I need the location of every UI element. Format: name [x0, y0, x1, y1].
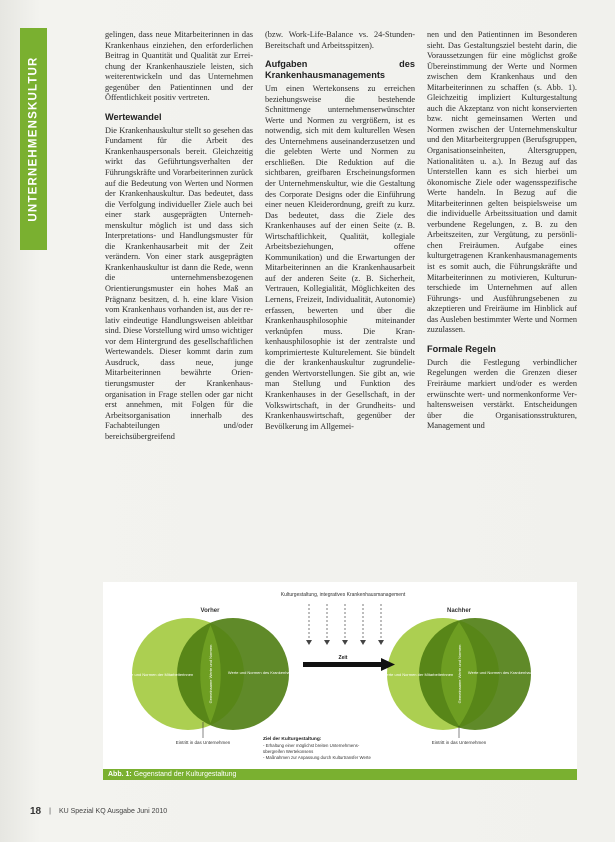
figure-caption — [103, 769, 577, 780]
section-sidebar-title: UNTERNEHMENSKULTUR — [27, 56, 40, 222]
left-employee-label: Werte und Normen der Mitarbeiterinnen — [122, 672, 194, 677]
caption-label: Abb. 1: — [108, 771, 132, 778]
time-arrow-shaft — [303, 662, 383, 667]
goal-line-3: - Maßnahmen zur Anpassung durch Kulturtransfer Werte — [263, 755, 371, 760]
before-label: Vorher — [200, 608, 220, 614]
text-column-2 — [265, 30, 415, 432]
top-note: Kulturgestaltung, integratives Krankenhausmanagement — [280, 592, 406, 598]
col1-body-paragraph: Die Krankenhauskultur stellt so gesehen das Fundament für die Arbeit des Krankenhauspersonals bereit. Gleichzeitig wirkt das Geführtungsverhalten der Führungskräfte und Vorarbeiterinnen zurück auf die Bedeutung von Werten und Normen der Krankenhauskultur. Das bedeutet, dass die Verfolgung individueller Ziele auch bei einer stark ausgeprägten Unternehmenskultur möglich ist und dass sich Interpretations- und Handlungsmuster für die Krankenhausarbeit mit der Zeit verändern. Von einer stark ausgeprägten Krankenhauskultur ist dann die Rede, wenn die unternehmensbezogenen Orientierungsmuster ein hohes Maß an Prägnanz besitzen, d. h. eine klare Vision vom Krankenhaus vorhanden ist, aus der relativ eindeutige Handlungsweisen ableitbar sind. Diese Vorstellung wird umso wichtiger vor dem Hintergrund des gesellschaftlichen Wertewandels. Dieser kommt darin zum Ausdruck, dass neue, junge Mitarbeiterinnen bewährte Orientierungsmuster der Krankenhausorganisation in Frage stellen oder gar nicht erst annehmen, mit Folgen für die Arbeitsorganisation innerhalb des Fachabteilungen und/oder bereichsübergreifend — [105, 125, 253, 441]
culture-diagram-svg — [103, 582, 577, 778]
arrowheads-down — [306, 640, 384, 645]
left-overlap-label: Gemeinsame Werte und Normen — [208, 644, 213, 704]
goal-line-1: - Erhaltung einer möglichst breiten Unternehmens- — [263, 743, 360, 748]
time-label: Zeit — [338, 655, 348, 661]
page-number: 18 — [30, 806, 42, 817]
goal-title: Ziel der Kulturgestaltung: — [263, 737, 322, 742]
col3-heading: Formale Regeln — [427, 343, 496, 354]
col2-heading: Aufgaben des Krankenhausmanagements — [265, 59, 415, 81]
right-employee-label: Werte und Normen der Mitarbeiterinnen — [382, 672, 454, 677]
right-hospital-label: Werte und Normen des Krankenhauses — [467, 670, 539, 675]
left-bottom-label: Eintritt in das Unternehmen — [175, 740, 231, 745]
culture-diagram-figure — [103, 582, 577, 778]
after-label: Nachher — [446, 608, 472, 614]
left-hospital-label: Werte und Normen des Krankenhauses — [227, 670, 299, 675]
right-bottom-label: Eintritt in das Unternehmen — [431, 740, 487, 745]
right-overlap-label: Gemeinsame Werte und Normen — [457, 644, 462, 704]
col2-intro-paragraph: (bzw. Work-Life-Balance vs. 24-Stunden-Bereitschaft und Arbeitsspitzen). — [265, 30, 415, 50]
publication-name: KU Spezial KQ Ausgabe Juni 2010 — [58, 808, 168, 815]
page-footer — [30, 806, 167, 817]
footer-separator: | — [49, 808, 51, 815]
col3-body-paragraph: nen und den Patientinnen im Besonderen sieht. Das Gestaltungsziel besteht darin, die Voraussetzungen für eine möglichst große Übereinstimmung der Werte und Normen zwischen dem Krankenhaus und den Mitarbeiterinnen zu schaffen (s. Abb. 1). Gleichzeitig impliziert Kulturgestaltung auch die Akzeptanz von nicht konservierten bzw. nicht gemeinsamen Werten und Normen zwischen der Unternehmenskultur und den Mitarbeitergruppen (Berufsgruppen, Organisationseinheiten, Altersgruppen, Nationalitäten u. a.). In Bezug auf das Unterstellen kann es sich hierbei um ökonomische Ziele oder wagensspezifische Werte handeln. In Bezug auf die Mitarbeiterinnen gelten beispielsweise um die individuelle Arbeitssituation und damit verbundene Regelungen, z. B. zu den Arbeitszeiten, zur Vergütung, zu persönlichen Freiräumen. Aufgabe eines kulturgetragenen Krankenhausmanagements ist es somit auch, die Führungskräfte und Mitarbeiterinnen zu motivieren, Kulturunterschiede im Unternehmen auf allen Führungs- und Ausführungsebenen zu akzeptieren und Freiräume im Hinblick auf das Ausleben bestimmter Werte und Normen zuzulassen. — [427, 30, 577, 335]
section-sidebar-label-wrap — [20, 28, 47, 250]
text-column-1 — [105, 30, 253, 442]
goal-line-2: übergreifen Wertekonsens — [263, 749, 314, 754]
col1-heading: Wertewandel — [105, 111, 162, 122]
caption-text: Gegenstand der Kulturgestaltung — [133, 771, 237, 778]
dotted-arrows — [309, 604, 381, 642]
col3-body2-paragraph: Durch die Festlegung verbindlicher Regelungen werden die Grenzen dieser Freiräume markiert und/oder es werden erwünschte wert- und normenkonforme Verhaltensweisen verstärkt. Entscheidungen über die Organisationsstrukturen, Management und — [427, 357, 577, 431]
col2-body-paragraph: Um einen Wertekonsens zu erreichen beziehungsweise die bestehende Schnittmenge unternehmenserwünschter Werte und Normen zu vergrößern, ist es notwendig, sich mit dem kulturellen Wesen des Unternehmens auseinanderzusetzen und die gelebten Werte und Normen zu erschließen. Die Reduktion auf die sichtbaren, greifbaren Erscheinungsformen der Unternehmenskultur, wie die Gestaltung des Corporate Designs oder die Einführung einer neuen Kleiderordnung, greift zu kurz. Das bedeutet, dass die Ziele des Krankenhauses auf der einen Seite (z. B. Wirtschaftlichkeit, Qualität, kollegiale Arbeitsbeziehungen, offene Kommunikation) und die Erwartungen der Mitarbeiterinnen an die Krankenhausarbeit auf der anderen Seite (z. B. Sicherheit, Vertrauen, Kollegialität, Möglichkeiten des Lernens, Freizeit, Individualität, Autonomie) erfassen, bewerten und über die Krankenhausphilosophie miteinander verknüpfen muss. Die Krankenhausphilosophie ist der zentralste und komprimierteste Kulturelement. Sie bündelt die der krankenhauskultur zugrundeliegenden Wertvorstellungen. Sie gibt an, wie man Stellung und Funktion des Krankenhauses in der Gesellschaft, in der Volkswirtschaft, in der Grundheits- und Krankenhauswirtschaft, gegenüber der Bevölkerung im Allgemei- — [265, 84, 415, 431]
col1-intro-paragraph: gelingen, dass neue Mitarbeiterinnen in das Krankenhaus einziehen, den erforderlichen Beitrag in Quantität und Qualität zur Erreichung der Krankenhausziele leisten, sich weiterentwickeln und das Unternehmen gegenüber den Patientinnen und der Öffentlichkeit positiv vertreten. — [105, 30, 253, 103]
text-column-3 — [427, 30, 577, 432]
